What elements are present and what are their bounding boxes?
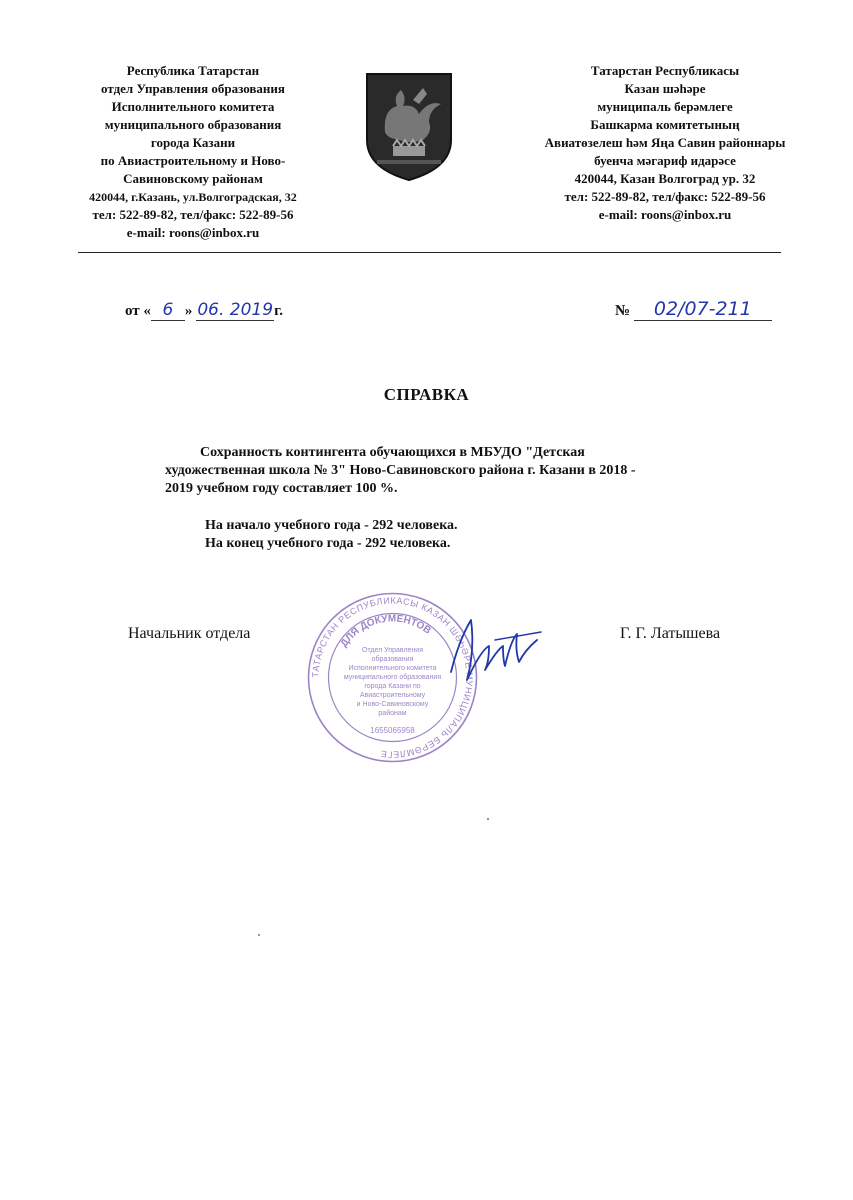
student-count-start: На начало учебного года - 292 человека. — [205, 518, 458, 533]
stamp-label: ДЛЯ ДОКУМЕНТОВ — [338, 613, 433, 650]
scan-artifact — [258, 934, 260, 936]
date-month-year: 06. 2019 — [197, 300, 274, 320]
stamp-ring-text: ТАТАРСТАН РЕСПУБЛИКАСЫ КАЗАН ШӘҺӘРЕ МУНИЦИПАЛЬ БЕРӘМЛЕГЕ — [310, 595, 475, 760]
header-right-line: Татарстан Республикасы — [590, 63, 740, 78]
header-left-line: муниципального образования — [104, 117, 282, 132]
header-right-phone: тел: 522-89-82, тел/факс: 522-89-56 — [564, 189, 766, 204]
stamp-center-line: муниципального образования — [343, 674, 442, 681]
header-left-email: e-mail: roons@inbox.ru — [126, 225, 260, 240]
header-right-email: e-mail: roons@inbox.ru — [598, 207, 732, 222]
body-line: 2019 учебном году составляет 100 %. — [165, 481, 398, 496]
date-day-field — [151, 300, 185, 321]
header-right-line: Казан шәһәре — [624, 81, 706, 96]
header-right-address: 420044, Казан Волгоград ур. 32 — [574, 171, 756, 186]
student-count-end: На конец учебного года - 292 человека. — [205, 536, 451, 551]
header-left-address: 420044, г.Казань, ул.Волгоградская, 32 — [89, 190, 297, 204]
stamp-center-line: Исполнительного комитета — [348, 665, 437, 672]
body-line: художественная школа № 3" Ново-Савиновского района г. Казани в 2018 - — [165, 463, 636, 478]
header-right-line: Башкарма комитетының — [590, 117, 740, 132]
stamp-center-line: и Ново-Савиновскому — [356, 701, 429, 708]
date-day: 6 — [162, 300, 174, 320]
number-field — [634, 298, 772, 321]
stamp-center-line: Авиастроительному — [359, 692, 426, 699]
header-left-block — [58, 62, 328, 242]
header-left-line: Савиновскому районам — [123, 171, 263, 186]
handwritten-signature — [445, 610, 545, 690]
scan-artifact — [487, 818, 489, 820]
document-date — [125, 300, 283, 321]
number-prefix: № — [615, 303, 631, 319]
header-right-line: муниципаль берәмлеге — [597, 99, 733, 114]
header-divider — [78, 252, 781, 253]
document-title: СПРАВКА — [383, 385, 470, 404]
header-right-line: буенча мәгариф идарәсе — [594, 153, 736, 168]
document-number — [615, 298, 772, 321]
header-left-line: отдел Управления образования — [101, 81, 285, 96]
date-prefix: от « — [125, 303, 151, 319]
header-left-line: города Казани — [150, 135, 236, 150]
kazan-coat-of-arms-icon — [363, 70, 455, 182]
stamp-center-line: образования — [371, 656, 414, 663]
header-right-line: Авиатөзелеш һәм Яңа Савин районнары — [544, 135, 786, 150]
number-value: 02/07-211 — [653, 298, 752, 320]
header-left-line: по Авиастроительному и Ново- — [100, 153, 286, 168]
date-suffix: г. — [274, 303, 284, 319]
header-right-block — [520, 62, 810, 224]
stamp-code: 1655065958 — [370, 726, 415, 735]
header-left-line: Республика Татарстан — [126, 63, 260, 78]
header-left-phone: тел: 522-89-82, тел/факс: 522-89-56 — [92, 207, 294, 222]
signatory-name: Г. Г. Латышева — [620, 625, 721, 642]
date-mid: » — [184, 303, 193, 319]
stamp-center-line: Отдел Управления — [361, 647, 424, 654]
date-month-year-field — [196, 300, 274, 321]
header-left-line: Исполнительного комитета — [111, 99, 275, 114]
body-line: Сохранность контингента обучающихся в МБУДО "Детская — [200, 445, 585, 460]
stamp-center-line: города Казани по — [364, 683, 421, 690]
signatory-position: Начальник отдела — [128, 625, 251, 642]
stamp-center-line: районам — [378, 710, 407, 717]
